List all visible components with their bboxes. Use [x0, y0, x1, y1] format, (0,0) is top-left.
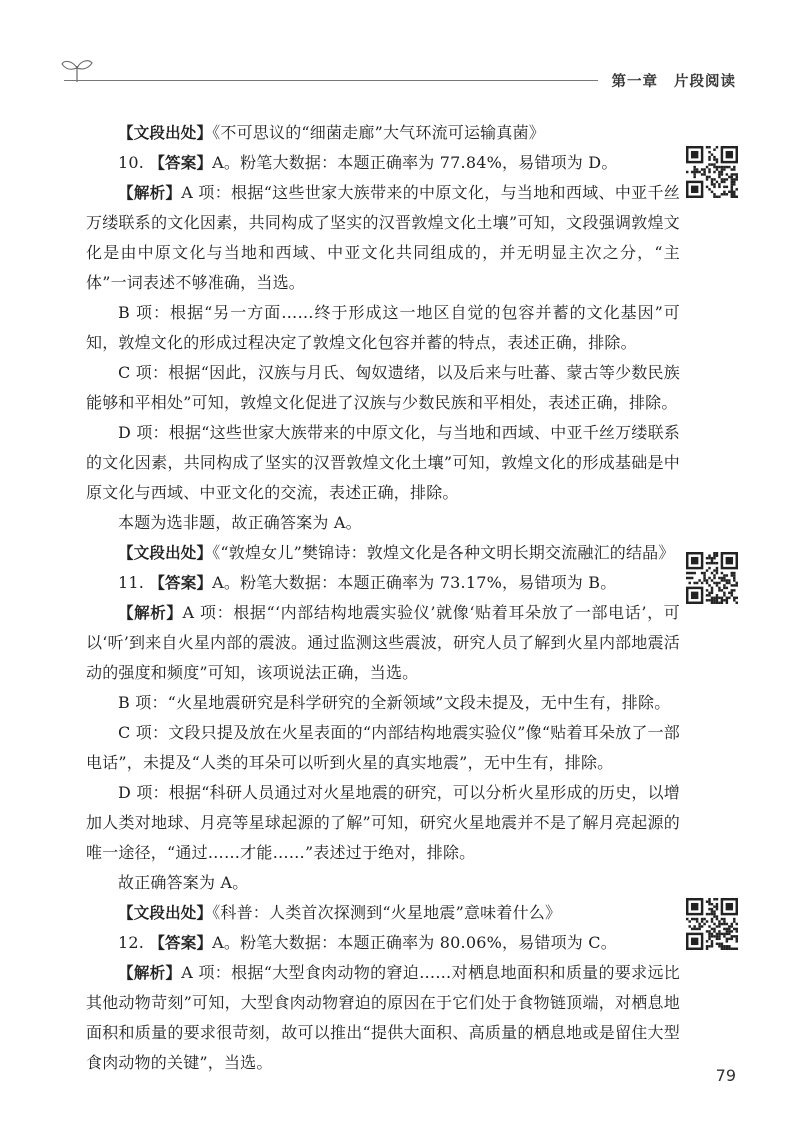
paragraph: 【文段出处】《“敦煌女儿”樊锦诗：敦煌文化是各种文明长期交流融汇的结晶》 [118, 543, 675, 562]
page-header [0, 0, 800, 110]
header-rule [64, 80, 598, 81]
chapter-title: 片段阅读 [674, 74, 736, 90]
source-tag: 【文段出处】 [118, 124, 213, 142]
paragraph: 【文段出处】《科普：人类首次探测到“火星地震”意味着什么》 [118, 903, 562, 922]
paragraph: 12. 【答案】A。粉笔大数据：本题正确率为 80.06%，易错项为 C。 [118, 933, 617, 952]
paragraph: D 项：根据“科研人员通过对火星地震的研究，可以分析火星形成的历史，以增加人类对地球、月亮等星球起源的了解”可知，研究火星地震并不是了解月亮起源的唯一途径，“通过……才能……”表述过于绝对，排除。 [86, 783, 680, 862]
paragraph: C 项：文段只提及放在火星表面的“内部结构地震实验仪”像“贴着耳朵放了一部电话”，未提及“人类的耳朵可以听到火星的真实地震”，无中生有，排除。 [86, 723, 680, 772]
chapter-number: 第一章 [611, 74, 658, 90]
chapter-heading [612, 70, 737, 91]
paragraph: C 项：根据“因此，汉族与月氏、匈奴遗绪，以及后来与吐蕃、蒙古等少数民族能够和平相处”可知，敦煌文化促进了汉族与少数民族和平相处，表述正确，排除。 [86, 363, 680, 412]
analysis-tag: 【解析】 [118, 604, 183, 622]
paragraph: 本题为选非题，故正确答案为 A。 [118, 513, 362, 532]
qr-code-icon[interactable] [686, 898, 738, 950]
source-tag: 【文段出处】 [118, 904, 213, 922]
paragraph: 【解析】A 项：根据“这些世家大族带来的中原文化，与当地和西域、中亚千丝万缕联系的文化因素，共同构成了坚实的汉晋敦煌文化土壤”可知，文段强调敦煌文化是由中原文化与当地和西域、中亚文化共同组成的，并无明显主次之分，“主体”一词表述不够准确，当选。 [86, 183, 680, 292]
paragraph: B 项：根据“另一方面……终于形成这一地区自觉的包容并蓄的文化基因”可知，敦煌文化的形成过程决定了敦煌文化包容并蓄的特点，表述正确，排除。 [86, 303, 680, 352]
page-content [86, 118, 680, 1078]
paragraph: 【解析】A 项：根据“大型食肉动物的窘迫……对栖息地面积和质量的要求远比其他动物苛刻”可知，大型食肉动物窘迫的原因在于它们处于食物链顶端，对栖息地面积和质量的要求很苛刻，故可以推出“提供大面积、高质量的栖息地或是留住大型食肉动物的关键”，当选。 [86, 963, 680, 1072]
paragraph: 【解析】A 项：根据“‘内部结构地震实验仪’就像‘贴着耳朵放了一部电话’，可以‘听’到来自火星内部的震波。通过监测这些震波，研究人员了解到火星内部地震活动的强度和频度”可知，该项说法正确，当选。 [86, 603, 680, 682]
question-number: 11. [118, 573, 150, 592]
answer-tag: 【答案】 [149, 934, 213, 952]
qr-code-icon[interactable] [686, 146, 738, 198]
source-tag: 【文段出处】 [118, 544, 213, 562]
paragraph: 10. 【答案】A。粉笔大数据：本题正确率为 77.84%，易错项为 D。 [118, 153, 618, 172]
analysis-tag: 【解析】 [118, 964, 182, 982]
paragraph: B 项：“火星地震研究是科学研究的全新领域”文段未提及，无中生有，排除。 [118, 693, 671, 712]
page-number: 79 [715, 1066, 736, 1085]
answer-tag: 【答案】 [149, 154, 213, 172]
paragraph: D 项：根据“这些世家大族带来的中原文化，与当地和西域、中亚千丝万缕联系的文化因素，共同构成了坚实的汉晋敦煌文化土壤”可知，敦煌文化的形成基础是中原文化与西域、中亚文化的交流，表述正确，排除。 [86, 423, 680, 502]
analysis-tag: 【解析】 [118, 184, 182, 202]
answer-tag: 【答案】 [149, 574, 213, 592]
qr-code-icon[interactable] [686, 552, 738, 604]
paragraph: 故正确答案为 A。 [118, 873, 249, 892]
question-number: 12. [118, 933, 150, 952]
question-number: 10. [118, 153, 150, 172]
paragraph: 【文段出处】《不可思议的“细菌走廊”大气环流可运输真菌》 [118, 123, 545, 142]
paragraph: 11. 【答案】A。粉笔大数据：本题正确率为 73.17%，易错项为 B。 [118, 573, 617, 592]
